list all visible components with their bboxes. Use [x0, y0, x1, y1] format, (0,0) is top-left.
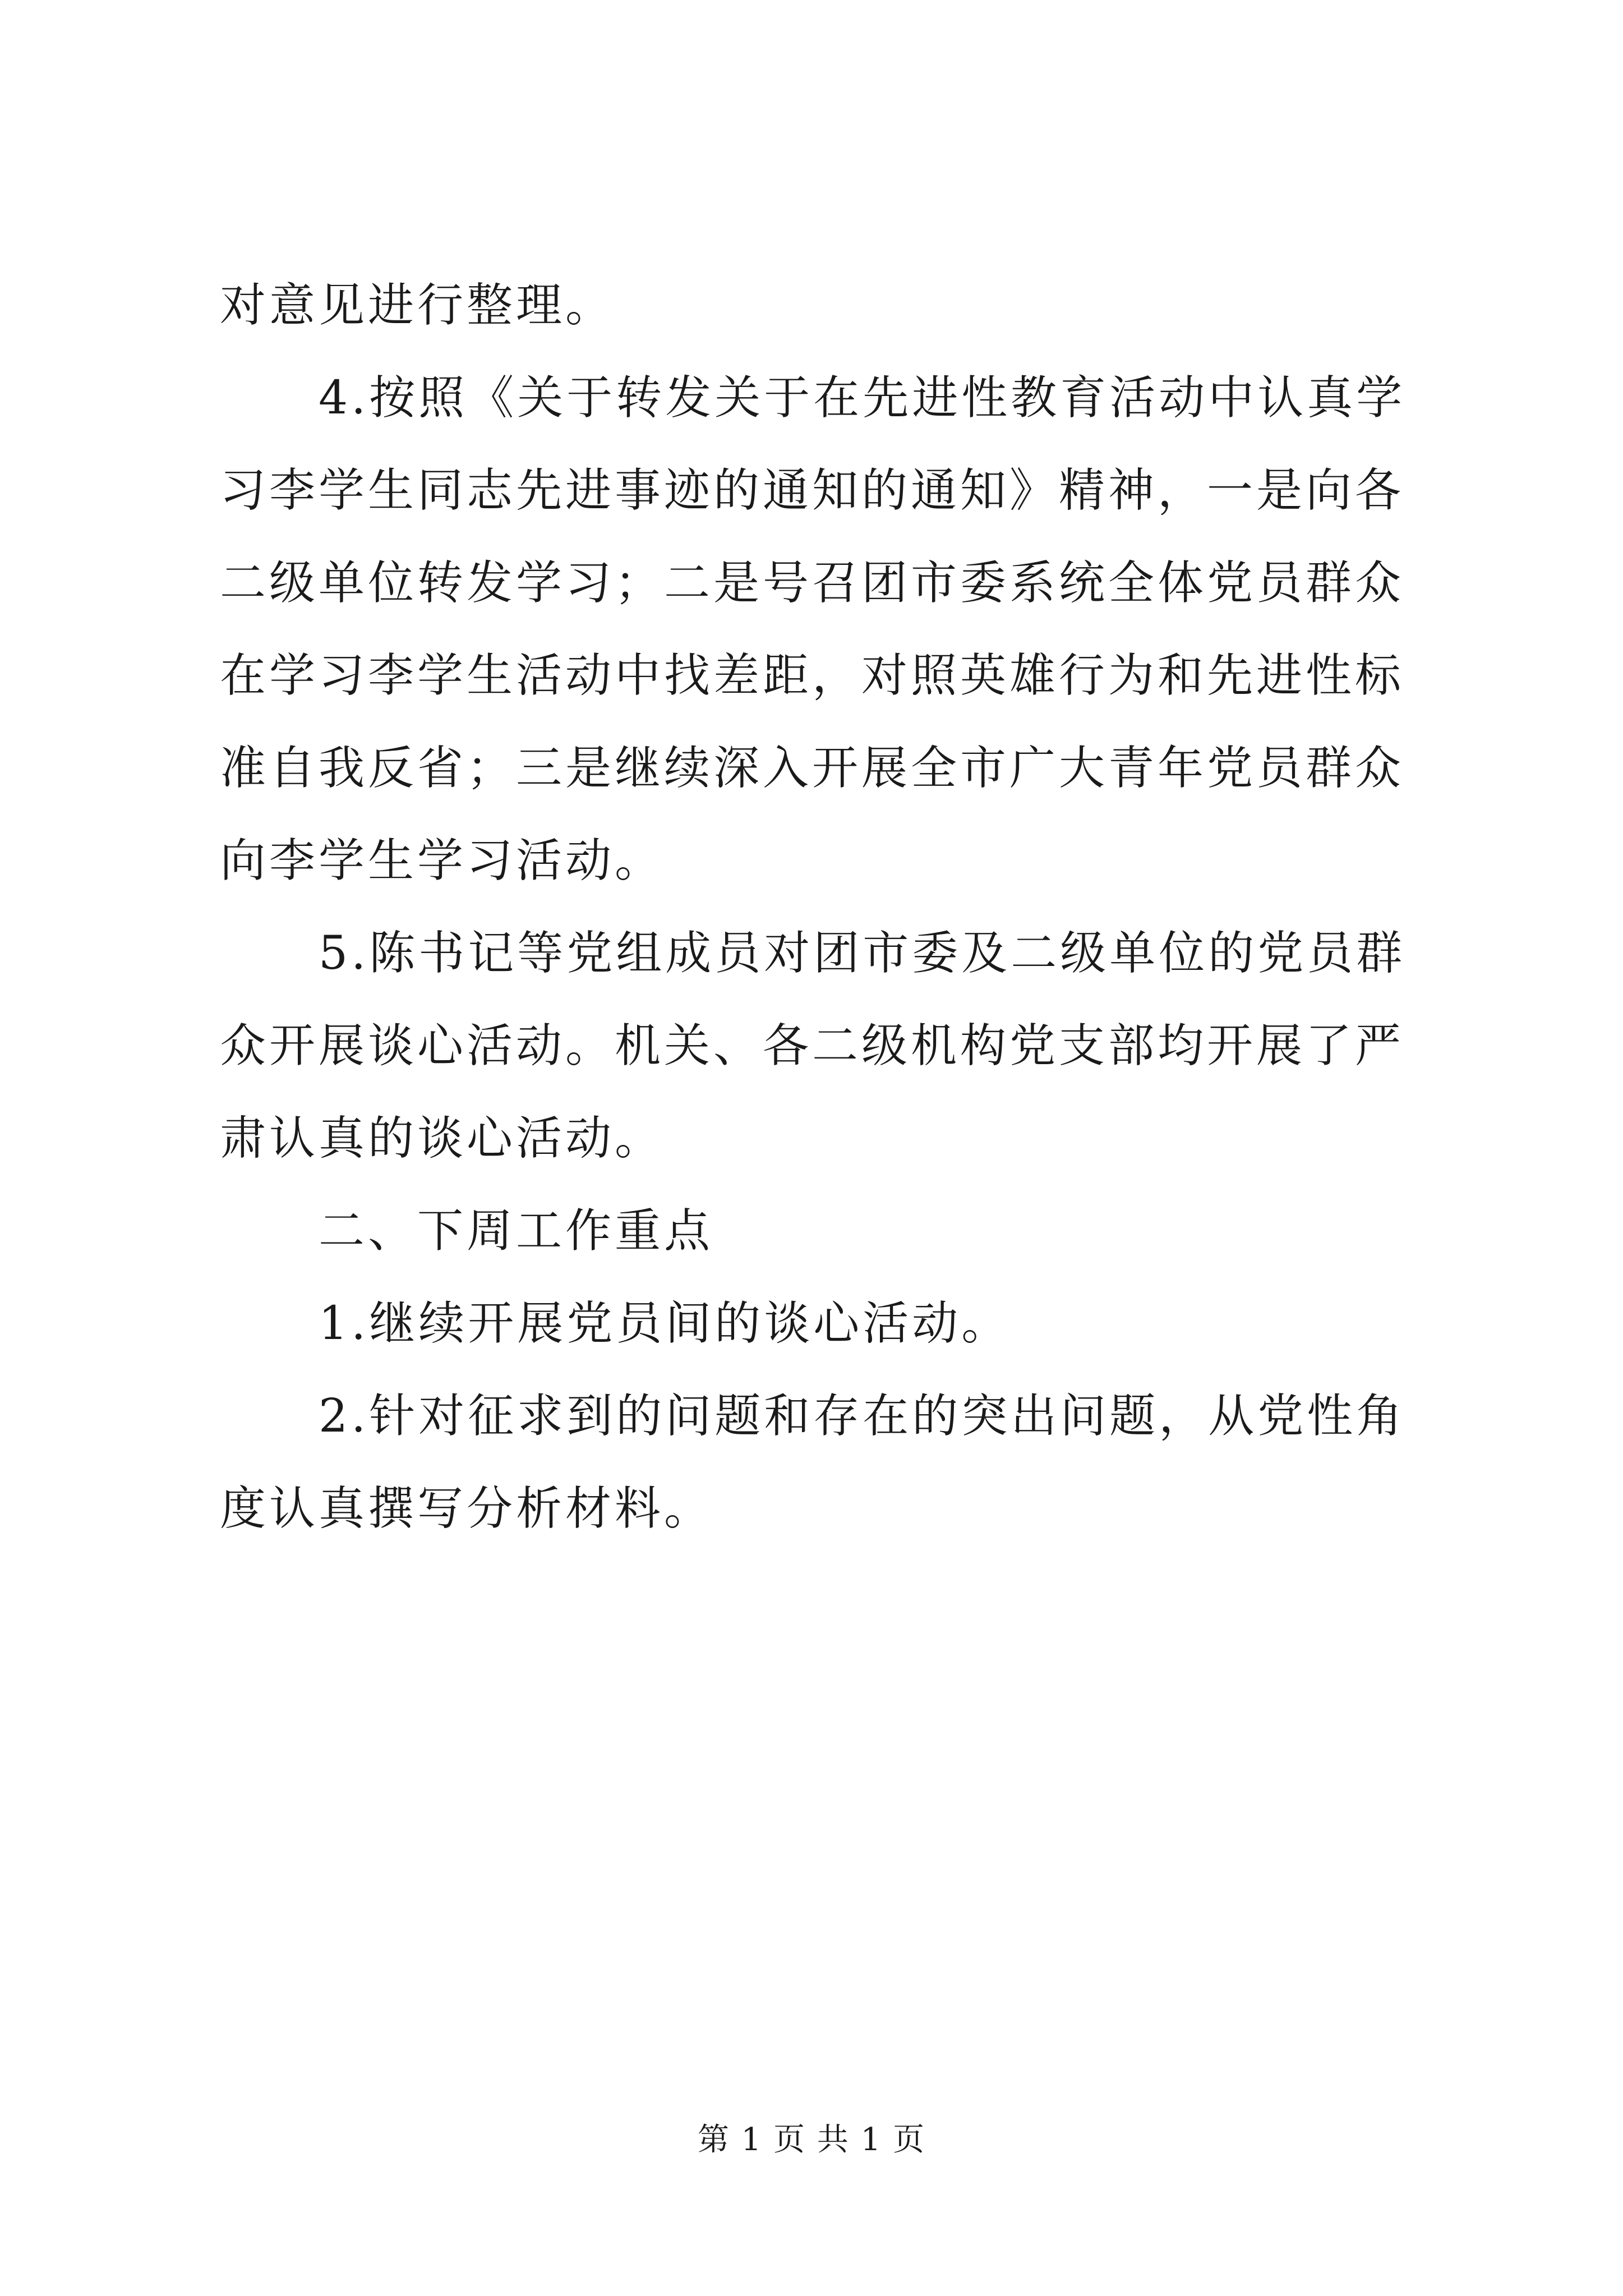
section-heading: 二、下周工作重点 [319, 1204, 714, 1258]
paragraph-next-week-1: 1.继续开展党员间的谈心活动。 [319, 1297, 1011, 1350]
page-footer: 第 1 页 共 1 页 [697, 2122, 926, 2158]
paragraph-item-4: 4.按照《关于转发关于在先进性教育活动中认真学习李学生同志先进事迹的通知的通知》精神，一是向各二级单位转发学习；二是号召团市委系统全体党员群众在学习李学生活动中找差距，对照英雄行为和先进性标准自我反省；三是继续深入开展全市广大青年党员群众向李学生学习活动。 [220, 371, 1406, 887]
document-body [220, 259, 1426, 1555]
paragraph-next-week-2: 2.针对征求到的问题和存在的突出问题，从党性角度认真撰写分析材料。 [220, 1389, 1406, 1535]
paragraph-item-5: 5.陈书记等党组成员对团市委及二级单位的党员群众开展谈心活动。机关、各二级机构党支部均开展了严肃认真的谈心活动。 [220, 927, 1406, 1165]
paragraph-continuation: 对意见进行整理。 [220, 279, 615, 332]
